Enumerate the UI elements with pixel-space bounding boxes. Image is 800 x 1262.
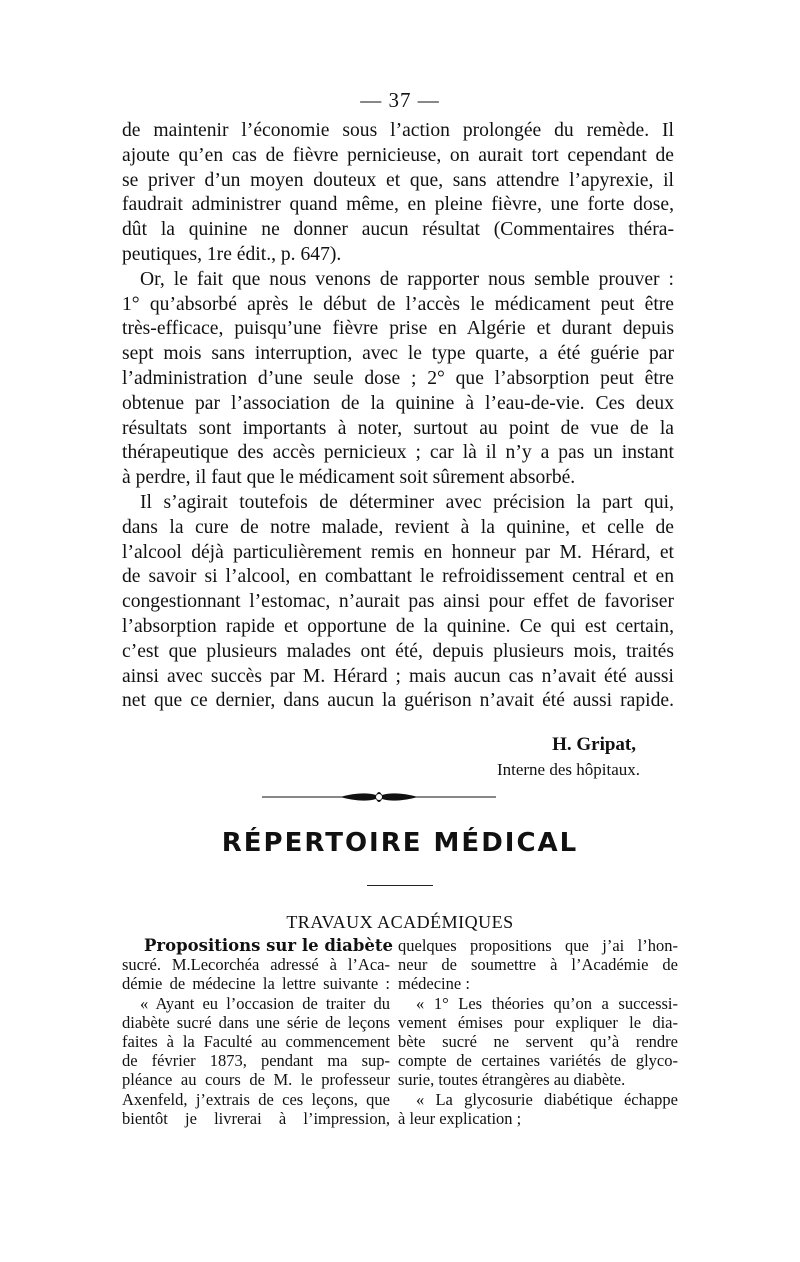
text-line: peutiques, 1re édit., p. 647). [122,243,342,265]
text-line: « 1° Les théories qu’on a successi- [416,993,678,1013]
text-line: l’administration d’une seule dose ; 2° que l’absorption peut être [122,367,674,389]
text-line: pléance au cours de M. le professeur [122,1070,390,1090]
text-line: bientôt je livrerai à l’impression, [122,1108,390,1128]
text-line: médecine : [398,974,470,994]
text-line: neur de soumettre à l’Académie de [398,955,678,975]
author-name: H. Gripat, [552,734,636,755]
main-text [122,119,674,714]
text-line: démie de médecine la lettre suivante : [122,974,390,994]
text-line: quelques propositions que j’ai l’hon- [398,936,678,955]
text-line: sucré. M.Lecorchéa adressé à l’Aca- [122,955,390,975]
text-line: diabète sucré dans une série de leçons [122,1012,390,1032]
text-line: à perdre, il faut que le médicament soit sûrement absorbé. [122,467,576,489]
ornamental-divider [262,789,496,805]
text-line: « La glycosurie diabétique échappe [416,1089,678,1109]
text-line: ajoute qu’en cas de fièvre pernicieuse, on aurait tort cependant de [122,144,674,166]
text-line: l’absorption rapide et opportune de la quinine. Ce qui est certain, [122,615,674,637]
text-line: faudrait administrer quand même, en pleine fièvre, une forte dose, [122,194,674,216]
text-line: c’est que plusieurs malades ont été, depuis plusieurs mois, traités [122,640,674,662]
text-line: faites à la Faculté au commencement [122,1032,390,1052]
text-line: résultats sont importants à noter, surtout au point de vue de la [122,417,674,439]
text-line: surie, toutes étrangères au diabète. [398,1070,626,1090]
text-line: dût la quinine ne donner aucun résultat (Commentaires théra- [122,219,674,241]
text-line: de savoir si l’alcool, en combattant le refroidissement central et en [122,566,674,588]
text-line: sept mois sans interruption, avec le type quarte, a été guérie par [122,343,674,365]
text-line: se priver d’un moyen douteux et que, sans attendre l’apyrexie, il [122,169,674,191]
text-line: Il s’agirait toutefois de déterminer avec précision la part qui, [140,491,674,513]
text-line: l’alcool déjà particulièrement remis en honneur par M. Hérard, et [122,541,674,563]
text-line: obtenue par l’association de la quinine à l’eau-de-vie. Ces deux [122,392,674,414]
text-line: thérapeutique des accès pernicieux ; car là il n’y a pas un instant [122,442,674,464]
text-line: 1° qu’absorbé après le début de l’accès le médicament peut être [122,293,674,315]
text-line: bète sucré ne servent qu’à rendre [398,1032,678,1052]
text-line: congestionnant l’estomac, n’aurait pas ainsi pour effet de favoriser [122,591,674,613]
text-line: à leur explication ; [398,1108,522,1128]
text-line: net que ce dernier, dans aucun la guérison n’avait été aussi rapide. [122,690,674,712]
left-column [122,936,394,1128]
text-line: « Ayant eu l’occasion de traiter du [140,993,390,1013]
text-line: dans la cure de notre malade, revient à la quinine, et celle de [122,516,674,538]
text-line: vement émises pour expliquer le dia- [398,1012,678,1032]
page-number: — 37 — [360,88,440,112]
text-line: de février 1873, pendant ma sup- [122,1051,390,1071]
text-line: ainsi avec succès par M. Hérard ; mais aucun cas n’avait été aussi [122,665,674,687]
section-title: RÉPERTOIRE MÉDICAL [221,828,579,858]
divider [367,885,433,886]
text-line: Axenfeld, j’extrais de ces leçons, que [122,1089,390,1109]
text-line: Or, le fait que nous venons de rapporter nous semble prouver : [140,268,674,290]
subsection-title: TRAVAUX ACADÉMIQUES [286,912,514,932]
author-title: Interne des hôpitaux. [496,760,640,779]
text-line: compte de certaines variétés de glyco- [398,1051,678,1071]
article-heading: Propositions sur le diabète [144,936,394,955]
text-line: de maintenir l’économie sous l’action prolongée du remède. Il [122,120,674,141]
text-line: très-efficace, puisqu’une fièvre prise en Algérie et durant depuis [122,318,674,340]
right-column [398,936,678,1128]
